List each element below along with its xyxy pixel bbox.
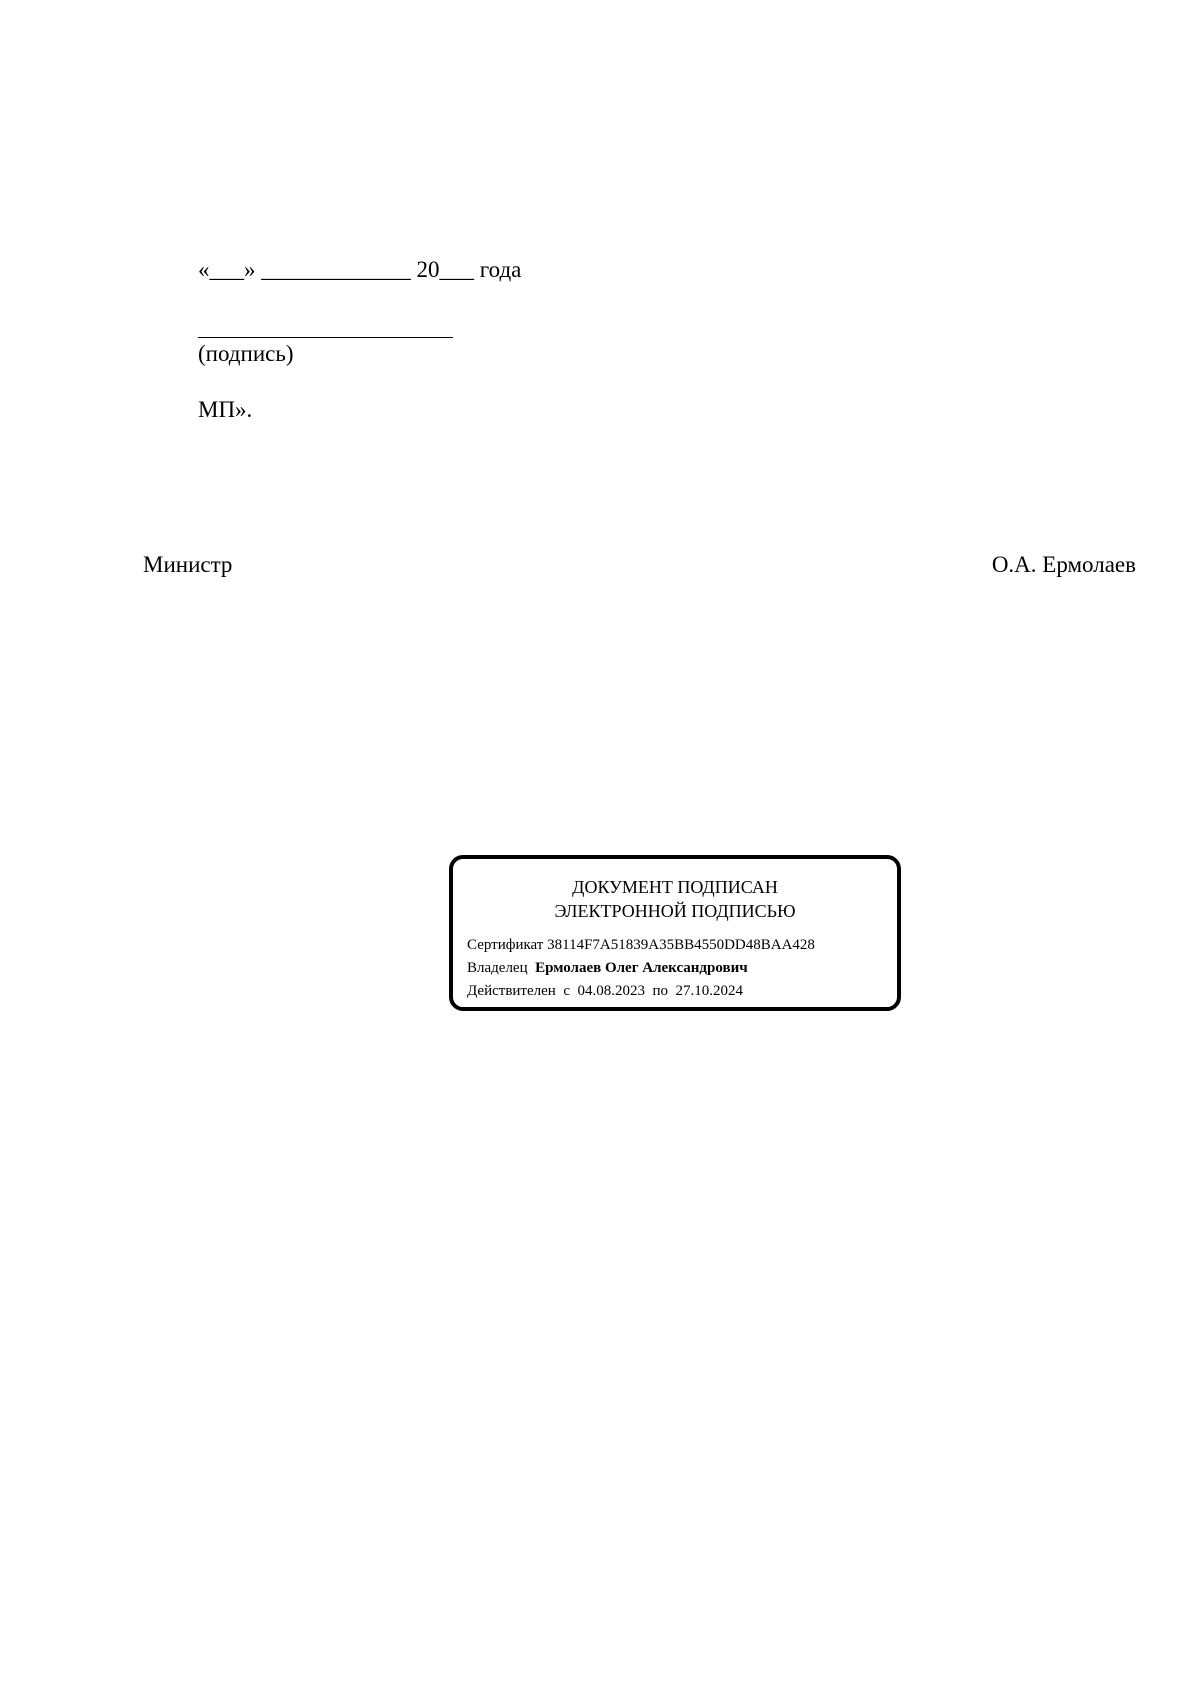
valid-to-prefix: по bbox=[652, 983, 669, 999]
owner-label: Владелец bbox=[467, 960, 528, 976]
stamp-place-mark: МП». bbox=[198, 397, 253, 422]
certificate-value: 38114F7A51839A35BB4550DD48BAA428 bbox=[547, 937, 815, 953]
stamp-certificate-row bbox=[467, 938, 815, 953]
valid-from-date: 04.08.2023 bbox=[577, 983, 645, 999]
stamp-owner-row bbox=[467, 961, 748, 976]
valid-to-date: 27.10.2024 bbox=[675, 983, 744, 999]
stamp-heading-line1: ДОКУМЕНТ ПОДПИСАН bbox=[572, 877, 778, 897]
electronic-signature-stamp bbox=[449, 855, 901, 1011]
certificate-label: Сертификат bbox=[467, 937, 544, 953]
signature-caption: (подпись) bbox=[198, 341, 294, 366]
owner-value: Ермолаев Олег Александрович bbox=[535, 960, 748, 976]
signatory-title: Министр bbox=[143, 552, 233, 577]
signatory-name: О.А. Ермолаев bbox=[991, 552, 1136, 577]
valid-label: Действителен bbox=[467, 983, 556, 999]
date-line: «___» _____________ 20___ года bbox=[198, 257, 522, 282]
stamp-heading-line2: ЭЛЕКТРОННОЙ ПОДПИСЬЮ bbox=[554, 901, 796, 921]
signature-line bbox=[198, 337, 453, 338]
stamp-validity-row bbox=[467, 984, 743, 999]
valid-from-prefix: с bbox=[563, 983, 570, 999]
